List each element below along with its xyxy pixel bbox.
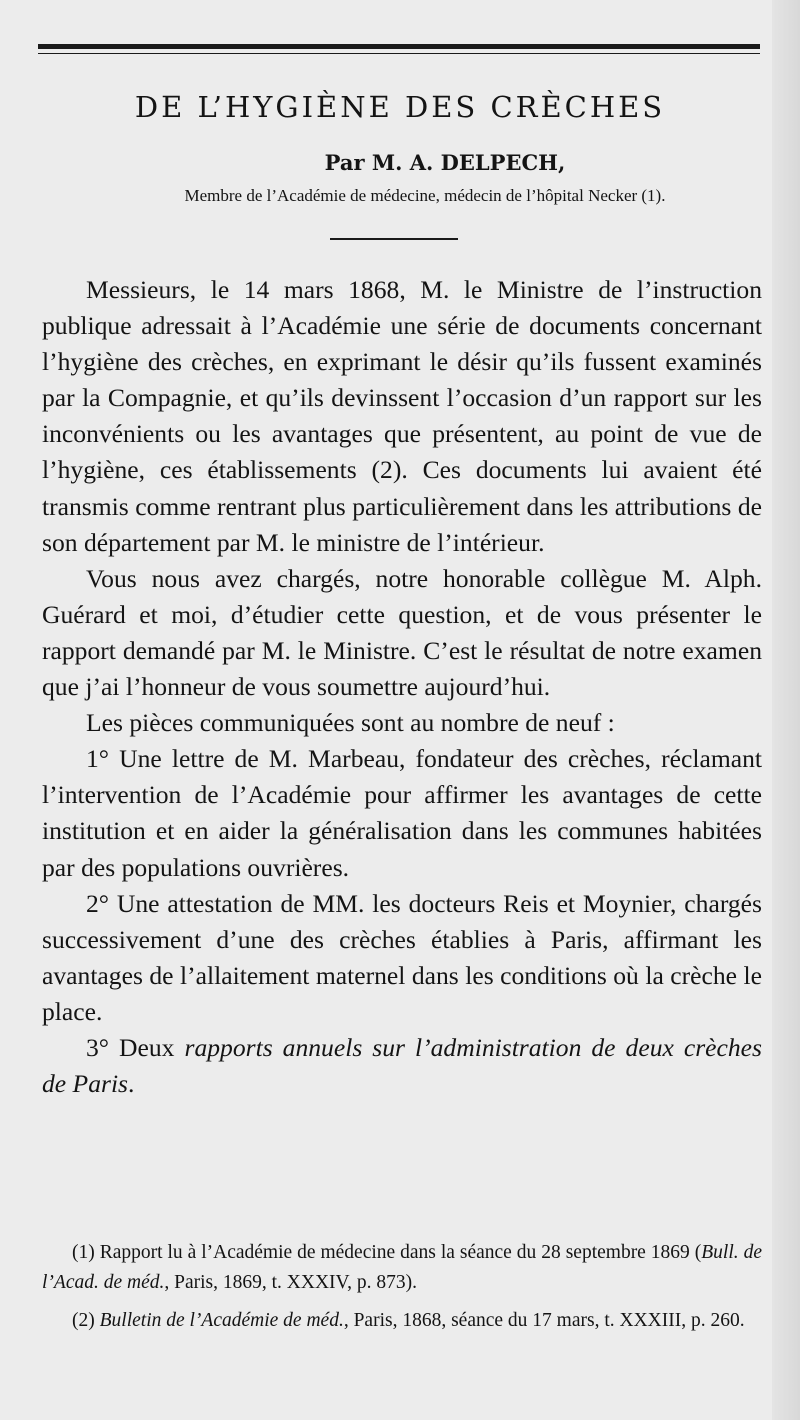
item-lead: 3° Deux	[86, 1032, 185, 1062]
author-line: Par M. A. DELPECH,	[324, 150, 566, 175]
footnote-2	[42, 1306, 762, 1336]
paragraph	[42, 1030, 762, 1102]
article-title: DE L’HYGIÈNE DES CRÈCHES	[134, 90, 666, 124]
item-tail: .	[128, 1069, 135, 1099]
footnote-italic: Bulletin de l’Académie de méd.	[99, 1310, 344, 1331]
paragraph: Vous nous avez chargés, notre honorable collègue M. Alph. Guérard et moi, d’étudier cette question, et de vous présenter le rapport demandé par M. le Ministre. C’est le résultat de notre examen que j’ai l’honneur de vous soumettre aujourd’hui.	[42, 563, 762, 702]
top-rule	[38, 44, 760, 49]
body-text	[42, 272, 762, 1102]
footnotes	[42, 1238, 762, 1344]
author-affiliation: Membre de l’Académie de médecine, médecin de l’hôpital Necker (1).	[184, 186, 666, 205]
paragraph: Les pièces communiquées sont au nombre de neuf :	[86, 708, 615, 738]
footnote-text: , Paris, 1869, t. XXXIV, p. 873).	[164, 1272, 417, 1293]
top-rule-thin	[38, 53, 760, 54]
paragraph: 2° Une attestation de MM. les docteurs Reis et Moynier, chargés successivement d’une des crèches établies à Paris, affirmant les avantages de l’allaitement maternel dans les conditions où la crèche le place.	[42, 888, 762, 1026]
section-divider	[330, 238, 458, 240]
page-edge	[772, 0, 800, 1420]
footnote-text: , Paris, 1868, séance du 17 mars, t. XXXIII, p. 260.	[343, 1310, 745, 1331]
footnote-text: (2)	[72, 1310, 100, 1331]
item-italic: rapports annuels sur l’administration de deux crèches de Paris	[42, 1032, 763, 1099]
footnote-text: (1) Rapport lu à l’Académie de médecine dans la séance du 28 septembre 1869 (	[72, 1242, 702, 1263]
footnote-italic: Bull. de l’Acad. de méd.	[42, 1242, 762, 1293]
paragraph: Messieurs, le 14 mars 1868, M. le Ministre de l’instruction publique adressait à l’Académie une série de documents concernant l’hygiène des crèches, en exprimant le désir qu’ils fussent examinés par la Compagnie, et qu’ils devinssent l’occasion d’un rapport sur les inconvénients ou les avantages que présentent, au point de vue de l’hygiène, ces établissements (2). Ces documents lui avaient été transmis comme rentrant plus particulièrement dans les attributions de son département par M. le ministre de l’intérieur.	[42, 275, 762, 557]
paragraph: 1° Une lettre de M. Marbeau, fondateur des crèches, réclamant l’intervention de l’Académie pour affirmer les avantages de cette institution et en aider la généralisation dans les communes habitées par des populations ouvrières.	[42, 744, 762, 882]
footnote-1	[42, 1238, 762, 1298]
